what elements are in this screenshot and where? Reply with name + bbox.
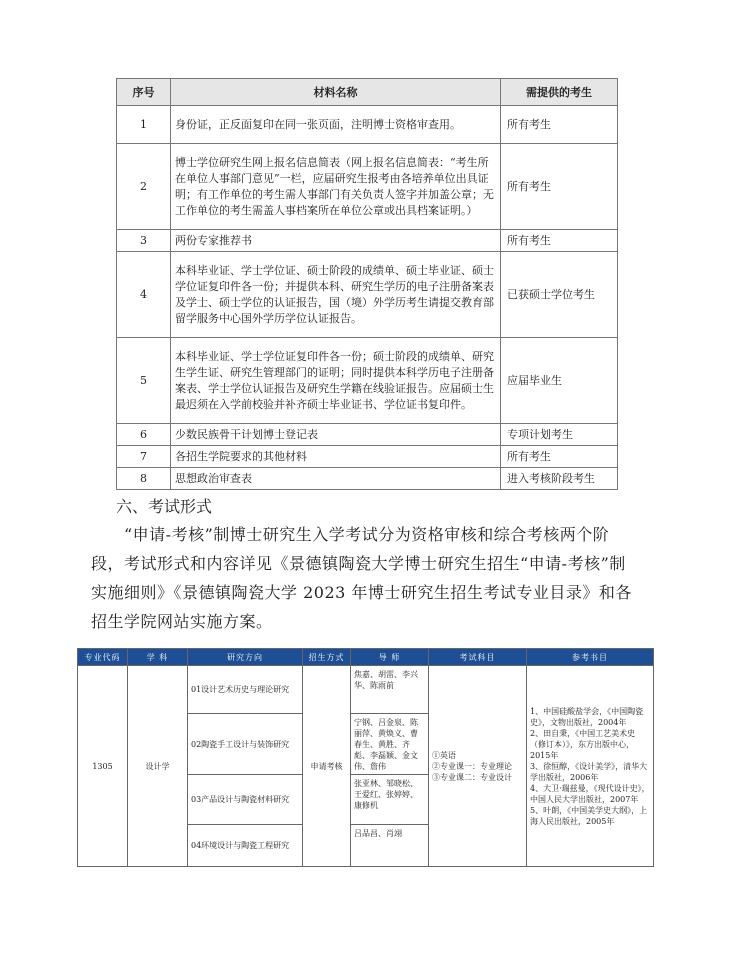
table-row xyxy=(117,252,618,338)
admission-method: 申请考核 xyxy=(303,666,351,867)
catalog-header-row xyxy=(78,649,654,666)
exam-subject: ③专业课二：专业设计 xyxy=(432,772,512,782)
table-row xyxy=(117,144,618,230)
reference-book: 5、叶朗，《中国美学史大纲》，上海人民出版社，2005年 xyxy=(530,805,648,826)
table-row xyxy=(117,230,618,252)
header-candidates: 需提供的考生 xyxy=(501,79,618,106)
table-row xyxy=(117,468,618,490)
row-candidates: 已获硕士学位考生 xyxy=(501,252,618,338)
supervisor-list: 焦嘉、胡雷、李兴华、陈雨前 xyxy=(351,666,429,714)
row-candidates: 应届毕业生 xyxy=(501,338,618,424)
discipline-name: 设计学 xyxy=(128,666,188,867)
header-method: 招生方式 xyxy=(303,649,351,666)
reference-books xyxy=(527,666,654,867)
row-no: 5 xyxy=(117,338,171,424)
row-material: 少数民族骨干计划博士登记表 xyxy=(171,424,501,446)
research-direction: 04环境设计与陶瓷工程研究 xyxy=(188,825,303,867)
section-heading: 六、考试形式 xyxy=(116,497,213,516)
reference-book: 3、徐恒醇，《设计美学》，清华大学出版社，2006年 xyxy=(530,761,648,782)
header-books: 参考书目 xyxy=(527,649,654,666)
row-no: 7 xyxy=(117,446,171,468)
reference-book: 1、中国硅酸盐学会，《中国陶瓷史》，文物出版社，2004年 xyxy=(530,706,644,727)
row-material: 身份证，正反面复印在同一张页面，注明博士资格审查用。 xyxy=(171,106,501,144)
reference-book: 4、大卫·瑞兹曼，《现代设计史》，中国人民大学出版社，2007年 xyxy=(530,783,650,804)
row-material: 两份专家推荐书 xyxy=(171,230,501,252)
header-code: 专业代码 xyxy=(78,649,128,666)
row-no: 2 xyxy=(117,144,171,230)
table-row xyxy=(117,446,618,468)
table-row xyxy=(117,106,618,144)
row-no: 3 xyxy=(117,230,171,252)
row-material: 博士学位研究生网上报名信息简表（网上报名信息简表：“考生所在单位人事部门意见”一栏，应届研究生报考由各培养单位出具证明；有工作单位的考生需人事部门有关负责人签字并加盖公章；无工作单位的考生需盖人事档案所在单位公章或出具档案证明。） xyxy=(171,144,501,230)
major-code: 1305 xyxy=(78,666,128,867)
row-candidates: 所有考生 xyxy=(501,446,618,468)
table-row xyxy=(78,666,654,714)
supervisor-list: 吕品昌、肖翊 xyxy=(351,825,429,867)
supervisor-list: 宁钢、吕金泉、陈丽萍、黄焕义、曹春生、黄胜、齐彪、李磊颖、金文伟、詹伟 xyxy=(351,714,429,775)
row-material: 思想政治审查表 xyxy=(171,468,501,490)
exam-subject: ②专业课一：专业理论 xyxy=(432,761,512,771)
table-row xyxy=(117,338,618,424)
materials-table xyxy=(116,78,618,490)
row-no: 6 xyxy=(117,424,171,446)
row-candidates: 所有考生 xyxy=(501,230,618,252)
supervisor-list: 张亚林、邹晓松、王爱红、张婷婷、康修机 xyxy=(351,775,429,825)
exam-subject: ①英语 xyxy=(432,750,456,760)
exam-subjects xyxy=(429,666,527,867)
reference-book: 2、田自秉，《中国工艺美术史（修订本）》，东方出版中心，2015年 xyxy=(530,728,636,760)
header-direction: 研究方向 xyxy=(188,649,303,666)
table-row xyxy=(117,424,618,446)
row-material: 本科毕业证、学士学位证、硕士阶段的成绩单、硕士毕业证、硕士学位证复印件各一份；并提供本科、研究生学历的电子注册备案表及学士、硕士学位的认证报告，国（境）外学历考生请提交教育部留学服务中心国外学历学位认证报告。 xyxy=(171,252,501,338)
section-paragraph: “申请-考核”制博士研究生入学考试分为资格审核和综合考核两个阶段，考试形式和内容详见《景德镇陶瓷大学博士研究生招生“申请-考核”制实施细则》《景德镇陶瓷大学 2023 年博士研究生招生考试专业目录》和各招生学院网站实施方案。 xyxy=(91,525,632,631)
row-no: 4 xyxy=(117,252,171,338)
research-direction: 03产品设计与陶瓷材料研究 xyxy=(188,775,303,825)
research-direction: 02陶瓷手工设计与装饰研究 xyxy=(188,714,303,775)
header-discipline: 学 科 xyxy=(128,649,188,666)
catalog-table xyxy=(77,648,654,867)
row-material: 本科毕业证、学士学位证复印件各一份；硕士阶段的成绩单、研究生学生证、研究生管理部门的证明；同时提供本科学历电子注册备案表、学士学位认证报告及研究生学籍在线验证报告。应届硕士生最迟须在入学前校验并补齐硕士毕业证书、学位证书复印件。 xyxy=(171,338,501,424)
row-candidates: 专项计划考生 xyxy=(501,424,618,446)
header-supervisor: 导 师 xyxy=(351,649,429,666)
header-no: 序号 xyxy=(117,79,171,106)
research-direction: 01设计艺术历史与理论研究 xyxy=(188,666,303,714)
row-material: 各招生学院要求的其他材料 xyxy=(171,446,501,468)
row-candidates: 所有考生 xyxy=(501,144,618,230)
row-candidates: 进入考核阶段考生 xyxy=(501,468,618,490)
row-no: 8 xyxy=(117,468,171,490)
header-material-name: 材料名称 xyxy=(171,79,501,106)
row-candidates: 所有考生 xyxy=(501,106,618,144)
row-no: 1 xyxy=(117,106,171,144)
materials-header-row xyxy=(117,79,618,106)
header-subjects: 考试科目 xyxy=(429,649,527,666)
